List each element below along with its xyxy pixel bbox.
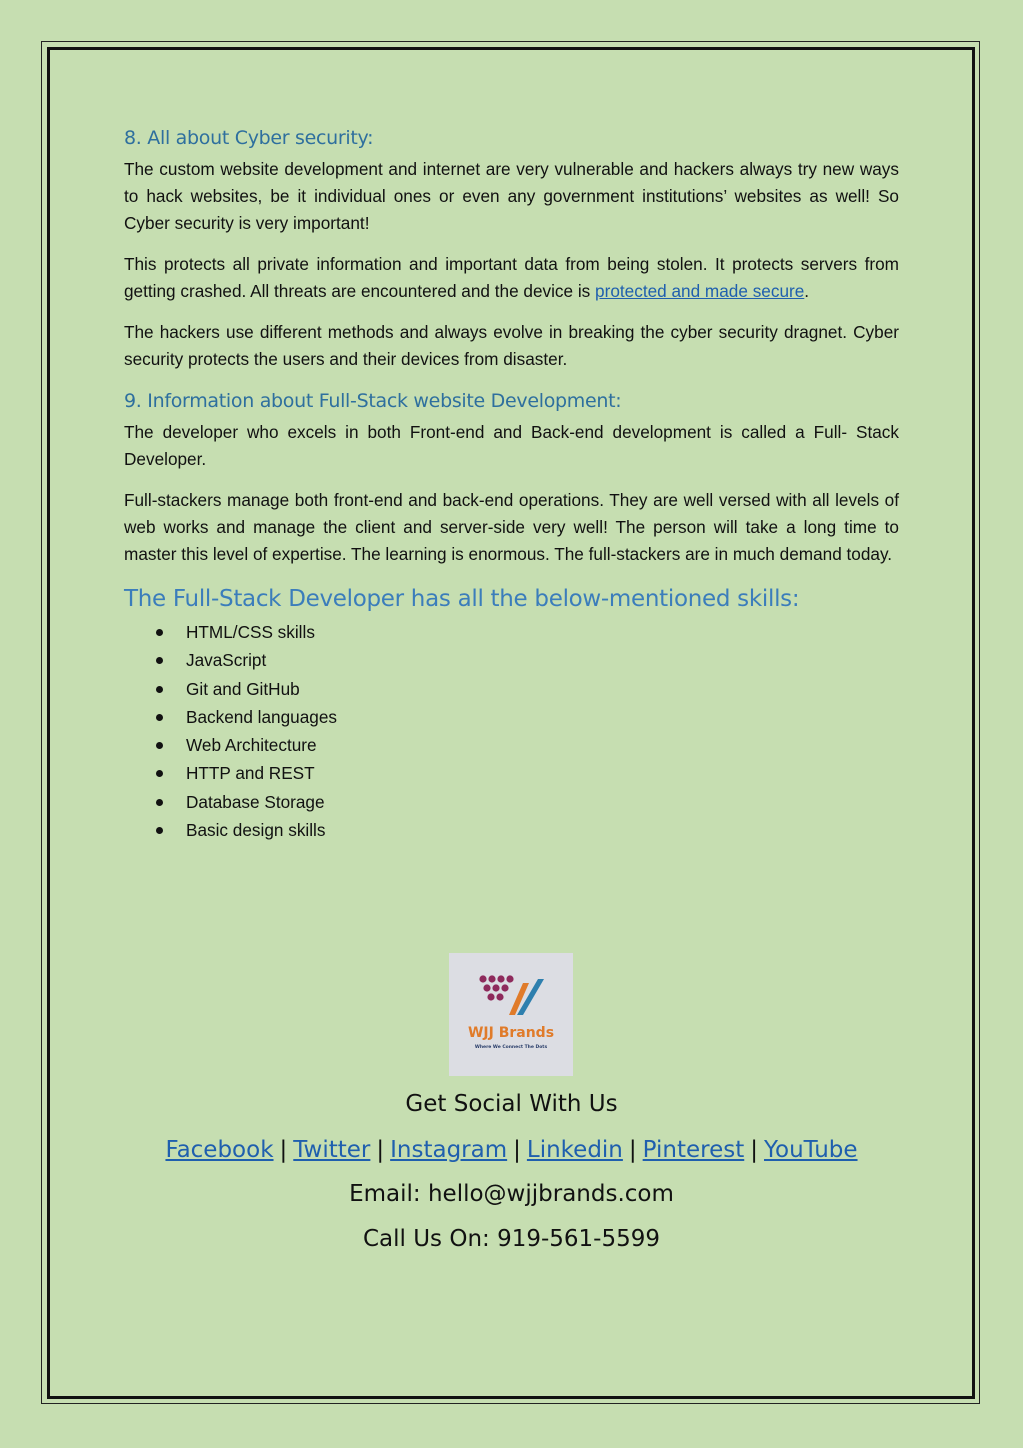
wjj-brands-logo-graphic xyxy=(449,953,573,1076)
full-stack-paragraph-1: The developer who excels in both Front-end and Back-end development is called a Full- Stack Developer. xyxy=(124,422,899,469)
full-stack-paragraph-2: Full-stackers manage both front-end and back-end operations. They are well versed with all levels of web works and manage the client and server-side very well! The person will take a long time to master this level of expertise. The learning is enormous. The full-stackers are in much demand today. xyxy=(124,490,899,564)
separator: | xyxy=(279,1137,288,1163)
logo-brand-text: WJJ Brands xyxy=(467,1025,555,1041)
get-social-title: Get Social With Us xyxy=(405,1091,618,1117)
skill-item xyxy=(156,731,899,759)
bullet-icon xyxy=(156,799,163,806)
separator: | xyxy=(513,1137,521,1163)
skill-item xyxy=(156,675,899,703)
skill-label: JavaScript xyxy=(186,650,267,671)
skill-item xyxy=(156,759,899,787)
skill-label: Web Architecture xyxy=(186,735,317,756)
bullet-icon xyxy=(156,714,163,721)
skill-label: Database Storage xyxy=(186,791,325,812)
cyber-security-paragraph-2 xyxy=(124,251,899,305)
skill-item xyxy=(156,646,899,674)
skills-list xyxy=(124,618,899,844)
bullet-icon xyxy=(156,629,163,636)
skill-label: Basic design skills xyxy=(186,820,326,841)
social-links xyxy=(0,1137,1023,1163)
skill-label: Git and GitHub xyxy=(186,678,300,699)
skill-item xyxy=(156,618,899,646)
bullet-icon xyxy=(156,657,163,664)
skill-label: HTML/CSS skills xyxy=(186,622,315,642)
skill-label: Backend languages xyxy=(186,706,337,727)
cyber-security-paragraph-2-text: This protects all private information and important data from being stolen. It protects servers from getting crashed. All threats are encountered and the device is xyxy=(124,254,899,301)
contact-email: Email: hello@wjjbrands.com xyxy=(349,1181,674,1207)
cyber-security-paragraph-2-end: . xyxy=(804,281,810,301)
skills-heading: The Full-Stack Developer has all the below-mentioned skills: xyxy=(124,586,800,612)
linkedin-link[interactable]: Linkedin xyxy=(526,1137,623,1163)
cyber-security-heading: 8. All about Cyber security: xyxy=(124,127,374,149)
skill-item xyxy=(156,816,899,844)
separator: | xyxy=(376,1137,385,1163)
wjj-brands-logo xyxy=(449,953,573,1076)
separator: | xyxy=(628,1137,637,1163)
facebook-link[interactable]: Facebook xyxy=(165,1137,274,1163)
bullet-icon xyxy=(156,770,163,777)
instagram-link[interactable]: Instagram xyxy=(390,1137,508,1163)
protected-and-made-secure-link[interactable]: protected and made secure xyxy=(595,281,805,301)
skill-item xyxy=(156,788,899,816)
bullet-icon xyxy=(156,742,163,749)
full-stack-heading: 9. Information about Full-Stack website Development: xyxy=(124,390,622,412)
bullet-icon xyxy=(156,686,163,693)
skill-item xyxy=(156,703,899,731)
cyber-security-paragraph-3: The hackers use different methods and always evolve in breaking the cyber security dragnet. Cyber security protects the users and their devices from disaster. xyxy=(124,322,899,369)
twitter-link[interactable]: Twitter xyxy=(293,1137,371,1163)
main-content xyxy=(124,124,899,844)
pinterest-link[interactable]: Pinterest xyxy=(642,1137,745,1163)
contact-phone: Call Us On: 919-561-5599 xyxy=(362,1226,661,1252)
youtube-link[interactable]: YouTube xyxy=(764,1137,858,1163)
bullet-icon xyxy=(156,827,163,834)
skill-label: HTTP and REST xyxy=(186,763,315,784)
cyber-security-paragraph-1: The custom website development and internet are very vulnerable and hackers always try new ways to hack websites, be it individual ones or even any government institutions’ websites as well! So Cyber security is very important! xyxy=(124,159,899,233)
logo-tagline-text: Where We Connect The Dots xyxy=(474,1045,548,1050)
separator: | xyxy=(750,1137,758,1163)
